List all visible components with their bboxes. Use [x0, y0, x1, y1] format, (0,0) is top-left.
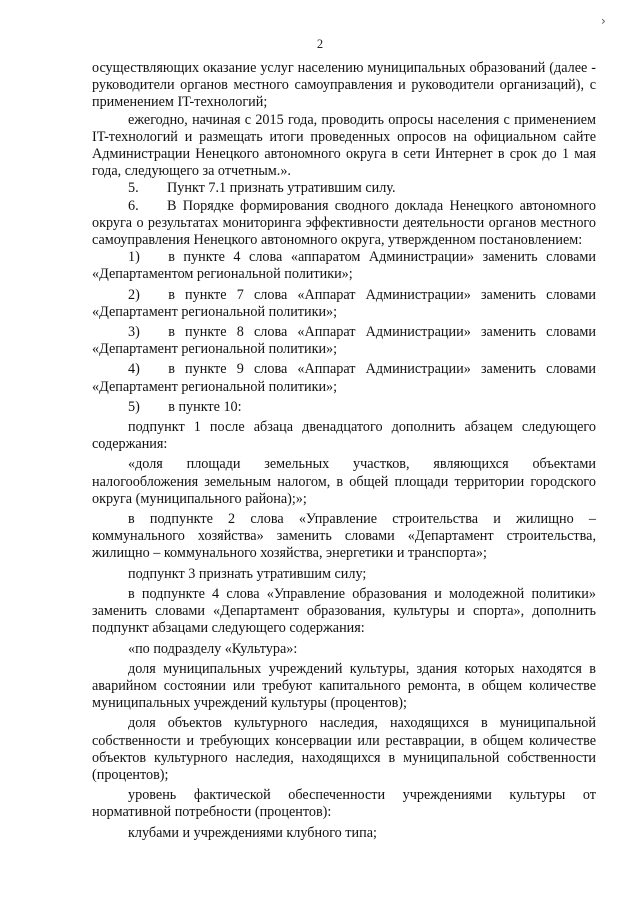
- document-body: [92, 60, 596, 842]
- paragraph: подпункт 3 признать утратившим силу;: [128, 565, 367, 582]
- paragraph: уровень фактической обеспеченности учреждениями культуры от нормативной потребности (процентов):: [92, 787, 596, 821]
- list-item: 4) в пункте 9 слова «Аппарат Администрации» заменить словами «Департамент региональной политики»;: [92, 361, 596, 395]
- corner-mark: ›: [601, 14, 606, 28]
- list-item: 2) в пункте 7 слова «Аппарат Администрации» заменить словами «Департамент региональной политики»;: [92, 286, 596, 320]
- paragraph: ежегодно, начиная с 2015 года, проводить опросы населения с применением IT-технологий и размещать итоги проведенных опросов на официальном сайте Администрации Ненецкого автономного округа в сети Интернет в срок до 1 мая года, следующего за отчетным.».: [92, 111, 596, 180]
- paragraph: в подпункте 2 слова «Управление строительства и жилищно – коммунального хозяйства» заменить словами «Департамент строительства, жилищно – коммунального хозяйства, энергетики и транспорта»;: [92, 511, 596, 562]
- list-item: 3) в пункте 8 слова «Аппарат Администрации» заменить словами «Департамент региональной политики»;: [92, 324, 596, 358]
- paragraph: «доля площади земельных участков, являющихся объектами налогообложения земельным налогом, в общей площади территории городского округа (муниципального района);»;: [92, 456, 596, 507]
- paragraph: «по подразделу «Культура»:: [128, 640, 298, 657]
- list-item: 1) в пункте 4 слова «аппаратом Администрации» заменить словами «Департаментом региональной политики»;: [92, 249, 596, 283]
- paragraph: в подпункте 4 слова «Управление образования и молодежной политики» заменить словами «Департамент образования, культуры и спорта», дополнить подпункт абзацами следующего содержания:: [92, 585, 596, 637]
- paragraph: доля муниципальных учреждений культуры, здания которых находятся в аварийном состоянии или требуют капитального ремонта, в общем количестве муниципальных учреждений культуры (процентов);: [92, 660, 596, 712]
- paragraph: подпункт 1 после абзаца двенадцатого дополнить абзацем следующего содержания:: [92, 419, 596, 453]
- paragraph: доля объектов культурного наследия, находящихся в муниципальной собственности и требующих консервации или реставрации, в общем количестве объектов культурного наследия, находящихся в муниципальной собственности (процентов);: [92, 715, 596, 783]
- paragraph: клубами и учреждениями клубного типа;: [128, 824, 377, 841]
- paragraph: 6. В Порядке формирования сводного доклада Ненецкого автономного округа о результатах мониторинга эффективности деятельности органов местного самоуправления Ненецкого автономного округа, утвержденном постановлением:: [92, 197, 596, 249]
- page-number: 2: [316, 37, 324, 51]
- list-item: 5) в пункте 10:: [128, 398, 242, 415]
- paragraph: 5. Пункт 7.1 признать утратившим силу.: [128, 180, 396, 197]
- paragraph: осуществляющих оказание услуг населению муниципальных образований (далее - руководители органов местного самоуправления и руководители организаций), с применением IT-технологий;: [92, 60, 596, 111]
